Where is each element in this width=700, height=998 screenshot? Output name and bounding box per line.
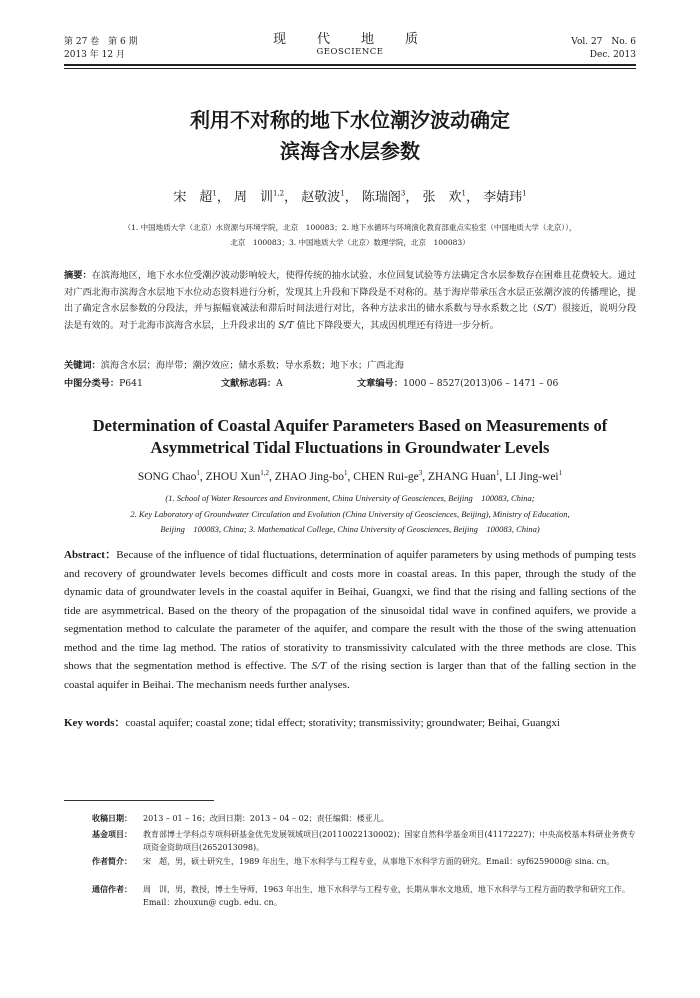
author-cn: 赵敬波$^1$: [301, 189, 345, 205]
classification-number: [64, 375, 143, 389]
abstract-cn-label: 摘要：: [64, 270, 92, 281]
article-number-label: 文章编号：: [357, 378, 403, 389]
affiliation-cn-line: 北京 100083；3. 中国地质大学（北京）数理学院，北京 100083）: [230, 238, 470, 247]
volume-issue-en: Vol. 27 No. 6: [571, 37, 636, 47]
title-cn-line2: 滨海含水层参数: [280, 139, 420, 163]
abstract-cn-symbol: S/T: [537, 303, 553, 314]
article-number-value: 1000 – 8527(2013)06 – 1471 – 06: [402, 378, 559, 389]
affiliations-cn: [64, 220, 636, 250]
footnote-funding: [64, 828, 636, 856]
article-number: [357, 375, 558, 389]
footnote-label: 收稿日期：: [92, 814, 132, 823]
document-code-label: 文献标志码：: [221, 378, 277, 389]
footnote-corresponding: [64, 883, 636, 911]
abstract-cn: [64, 268, 636, 334]
author-en: LI Jing-wei$^1$: [505, 469, 563, 483]
journal-name-cn: 现 代 地 质: [272, 32, 427, 47]
footnote-label: 作者简介：: [92, 857, 132, 866]
affiliation-en-line: Beijing 100083, China; 3. Mathematical College, China University of Geosciences, Beijing 100083, China): [160, 524, 540, 534]
author-en: CHEN Rui-$ge^3$: [353, 469, 423, 483]
author-cn: 周 训$^{1,2}$: [233, 189, 285, 205]
footnote-text: 教育部博士学科点专项科研基金优先发展领域项目(20110022130002)；国家自然科学基金项目(41172227)；中央高校基本科研业务费专项资金资助项目(2652013098)。: [143, 830, 636, 852]
affiliations-en: [64, 491, 636, 538]
footnote-label: 基金项目：: [92, 830, 132, 839]
abstract-cn-symbol: S/T: [278, 319, 294, 331]
author-en: ZHOU Xun$^{1,2}$: [205, 469, 269, 483]
classification-value: P641: [119, 378, 143, 389]
keywords-en-label: Key words：: [64, 717, 126, 729]
header-rule-thin: [64, 68, 636, 69]
author-en: SONG Chao$^1$: [137, 469, 200, 483]
header-rule-thick: [64, 64, 636, 66]
abstract-cn-text: ）很接近，说明分段法是有效的。对于北海市滨海含水层，上升段求出的: [64, 303, 637, 331]
abstract-en-symbol: S/T: [311, 660, 327, 672]
abstract-en-text: Because of the influence of tidal fluctuations, determination of aquifer parameters by using methods of pumping tests and recovery of groundwater levels becomes difficult and costs more in coastal areas. In this paper, through the study of the dynamic data of groundwater levels in the coastal aquifer in Beihai, Guangxi, we find that the rising and falling sections of the tide are asymmetrical. Based on the theory of the propagation of the sinusoidal tidal wave in confined aquifers, we provide a segmentation method to calculate the parameter of the aquifer, and compare the result with the those of the swing attenuation method and the time lag method. The ratios of storativity to transmissivity calculated with the three methods are close. This shows that the segmentation method is effective. The: [64, 549, 636, 672]
title-cn-line1: 利用不对称的地下水位潮汐波动确定: [190, 108, 510, 132]
footnote-text: 2013 – 01 – 16；改回日期：2013 – 04 – 02；责任编辑：楼亚儿。: [143, 814, 389, 823]
author-en: ZHANG Huan$^1$: [428, 469, 500, 483]
footnote-received: [64, 812, 636, 826]
affiliation-en-line: (1. School of Water Resources and Environment, China University of Geosciences, Beijing 100083, China;: [165, 493, 535, 503]
author-cn: 李婧玮$^1$: [483, 189, 527, 205]
document-code: [221, 375, 283, 389]
volume-issue: 第 27 卷 第 6 期: [64, 37, 138, 47]
footnote-rule: [64, 800, 214, 801]
footnote-author-bio: [64, 855, 636, 883]
footnote-text: 宋 超，男，硕士研究生，1989 年出生，地下水科学与工程专业，从事地下水科学方面的研究。Email：syf6259000@ sina. cn。: [143, 857, 615, 866]
publication-date: 2013 年 12 月: [64, 50, 125, 60]
title-en: [0, 415, 700, 459]
running-header-right: [571, 36, 636, 62]
abstract-cn-text: 值比下降段要大，其成因机理还有待进一步分析。: [293, 319, 499, 331]
affiliation-en-line: 2. Key Laboratory of Groundwater Circulation and Evolution (China University of Geosciences, Beijing), Ministry of Education,: [130, 508, 570, 519]
abstract-cn-text: 在滨海地区，地下水水位受潮汐波动影响较大，使得传统的抽水试验、水位回复试验等方法确定含水层参数存在困难且花费较大。通过对广西北海市滨海含水层地下水位动态资料进行分析，发现其上升段和下降段是不对称的。基于海岸带承压含水层正弦潮汐波的传播理论，提出了确定含水层参数的分段法，并与振幅衰减法和滞后时间法进行对比，各种方法求出的储水系数与导水系数之比（: [64, 270, 637, 314]
title-en-line1: Determination of Coastal Aquifer Parameters Based on Measurements of: [92, 416, 608, 435]
footnote-text: 周 训，男，教授，博士生导师，1963 年出生，地下水科学与工程专业，长期从事水文地质、地下水科学与工程方面的教学和研究工作。Email：zhouxun@ cugb. edu. cn。: [143, 885, 630, 907]
keywords-cn: [64, 357, 404, 371]
author-cn: 宋 超$^1$: [173, 189, 217, 205]
abstract-en-label: Abstract：: [64, 549, 117, 561]
publication-date-en: Dec. 2013: [589, 50, 636, 60]
author-cn: 张 欢$^1$: [422, 189, 467, 205]
authors-cn: 宋 超$^1$， 周 训$^{1,2}$， 赵敬波$^1$， 陈瑞阁$^3$， 张 欢$^1$， 李婧玮$^1$: [173, 189, 527, 205]
authors-en: SONG Chao$^1$, ZHOU Xun$^{1,2}$, ZHAO Jing-$bo^1$, CHEN Rui-$ge^3$, ZHANG Huan$^1$, LI Jing-wei$^1$: [137, 469, 563, 483]
title-en-line2: Asymmetrical Tidal Fluctuations in Groundwater Levels: [150, 438, 550, 457]
affiliation-cn-line: （1. 中国地质大学（北京）水资源与环境学院，北京 100083；2. 地下水循环与环境演化教育部重点实验室（中国地质大学（北京）），: [123, 223, 577, 232]
author-cn: 陈瑞阁$^3$: [361, 189, 406, 205]
author-en: ZHAO Jing-$bo^1$: [274, 469, 348, 483]
keywords-cn-label: 关键词：: [64, 360, 101, 371]
abstract-en: [64, 546, 636, 694]
classification-label: 中图分类号：: [64, 378, 120, 389]
title-cn: [0, 105, 700, 167]
keywords-en-text: coastal aquifer; coastal zone; tidal effect; storativity; transmissivity; groundwater; Beihai, Guangxi: [125, 717, 560, 729]
document-code-value: A: [276, 378, 283, 389]
keywords-en: [64, 714, 636, 733]
journal-name-en: GEOSCIENCE: [316, 47, 384, 57]
abstract-en-text: of the rising section is larger than that of the falling section in the coastal aquifer in Beihai. The mechanism needs further analyses.: [64, 660, 636, 691]
footnote-label: 通信作者：: [92, 885, 132, 894]
keywords-cn-text: 滨海含水层；海岸带；潮汐效应；储水系数；导水系数；地下水；广西北海: [100, 360, 404, 371]
